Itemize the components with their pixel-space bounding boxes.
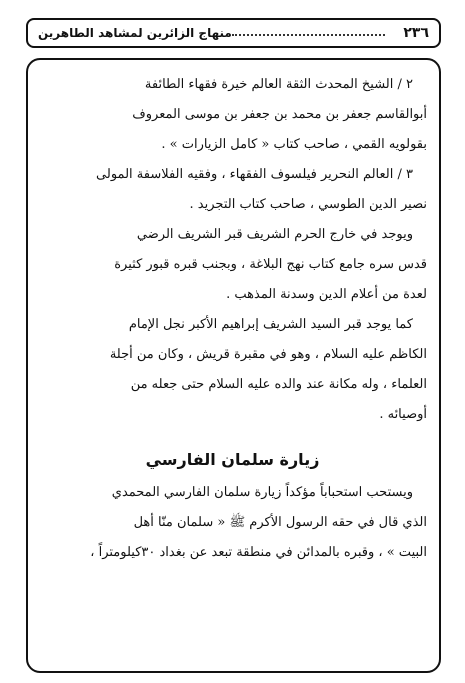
text-line: ٢ / الشيخ المحدث الثقة العالم خيرة فقهاء الطائفة — [144, 77, 413, 92]
header-leader-dots — [232, 34, 386, 36]
text-line: نصير الدين الطوسي ، صاحب كتاب التجريد . — [189, 197, 427, 212]
paragraph-shaykh-qulawayh — [38, 70, 427, 160]
text-frame — [26, 58, 441, 673]
paragraph-ibrahim-al-akbar — [38, 310, 427, 430]
paragraph-nasir-al-din-tusi — [38, 160, 427, 220]
text-line: أوصيائه . — [379, 407, 427, 422]
text-line: الكاظم عليه السلام ، وهو في مقبرة قريش ، وكان من أجلة — [109, 347, 427, 362]
text-line: البيت » ، وقبره بالمدائن في منطقة تبعد عن بغداد ٣٠كيلومتراً ، — [90, 545, 427, 560]
page-body — [28, 60, 439, 568]
running-header — [26, 18, 441, 48]
text-line: ويوجد في خارج الحرم الشريف قبر الشريف الرضي — [136, 227, 413, 242]
running-title: منهاج الزائرين لمشاهد الطاهرين — [38, 26, 232, 40]
text-line: أبوالقاسم جعفر بن محمد بن جعفر بن موسى المعروف — [132, 107, 427, 122]
text-line: العلماء ، وله مكانة عند والده عليه السلام حتى جعله من — [130, 377, 427, 392]
text-line: قدس سره جامع كتاب نهج البلاغة ، وبجنب قبره قبور كثيرة — [114, 257, 427, 272]
text-line: الذي قال في حقه الرسول الأكرم ﷺ « سلمان منّا أهل — [133, 515, 427, 530]
text-line: لعدة من أعلام الدين وسدنة المذهب . — [226, 287, 427, 302]
text-line: ٣ / العالم النحرير فيلسوف الفقهاء ، وفقيه الفلاسفة المولى — [96, 167, 413, 182]
section-heading: زيارة سلمان الفارسي — [145, 450, 320, 469]
page-number: ٢٣٦ — [403, 25, 429, 41]
text-line: كما يوجد قبر السيد الشريف إبراهيم الأكبر نجل الإمام — [128, 317, 413, 332]
text-line: بقولويه القمي ، صاحب كتاب « كامل الزيارات » . — [161, 137, 427, 152]
text-line: ويستحب استحباباً مؤكداً زيارة سلمان الفارسي المحمدي — [111, 485, 413, 500]
paragraph-salman-farsi — [38, 478, 427, 568]
paragraph-sharif-radi — [38, 220, 427, 310]
